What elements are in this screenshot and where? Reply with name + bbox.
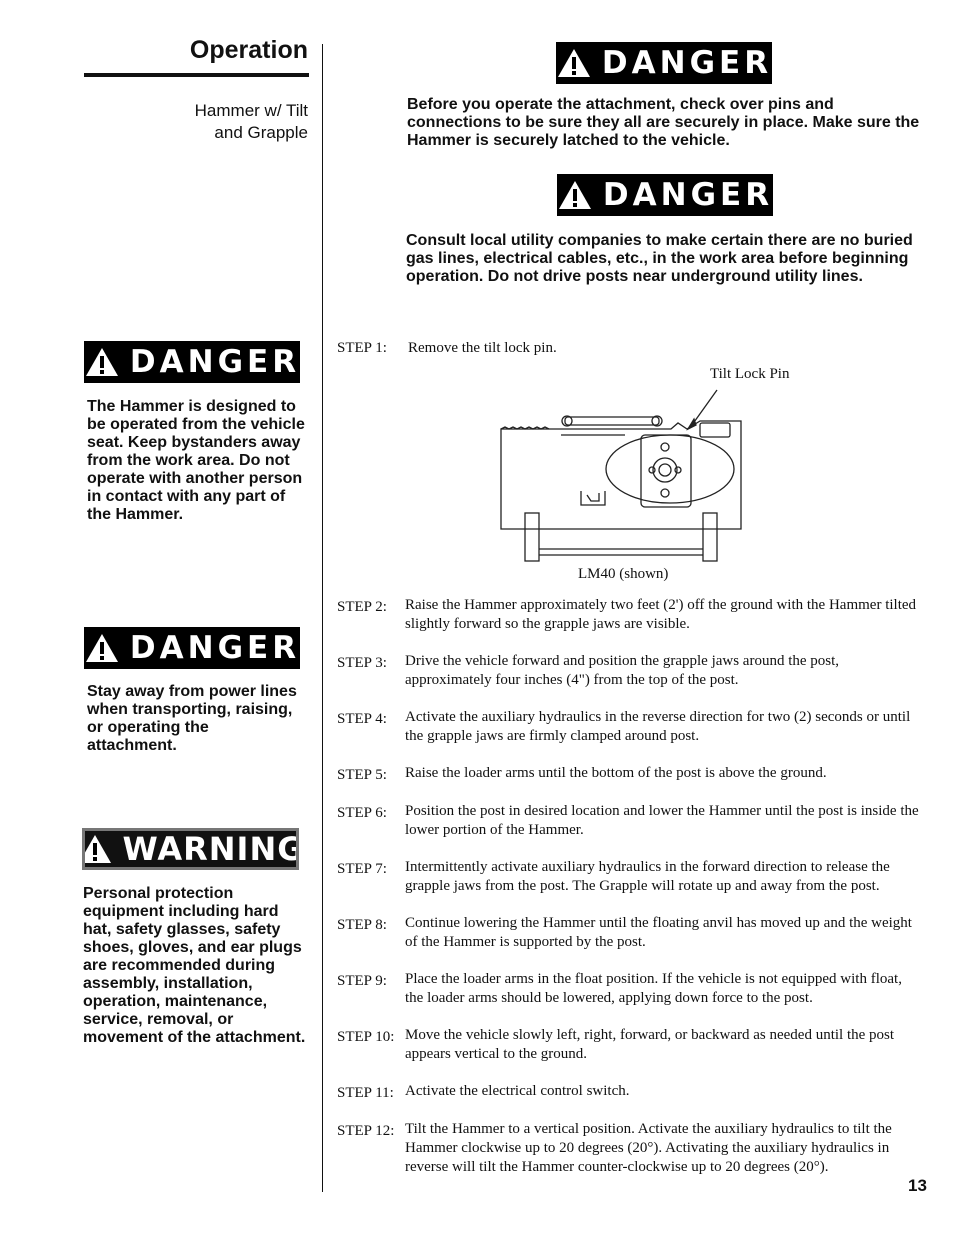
hammer-diagram xyxy=(495,383,750,565)
warning-triangle-icon xyxy=(557,179,593,211)
danger-word: DANGER xyxy=(602,176,774,213)
warning-triangle-icon xyxy=(84,346,120,378)
danger-word: DANGER xyxy=(601,44,773,81)
danger-sign xyxy=(557,174,773,216)
step-text: Raise the Hammer approximately two feet (2') off the ground with the Hammer tilted slightly forward so the grapple jaws are visible. xyxy=(405,597,917,632)
figure-callout: Tilt Lock Pin xyxy=(710,366,790,382)
figure-caption: LM40 (shown) xyxy=(578,566,669,582)
step-label: STEP 9: xyxy=(337,973,387,989)
warning-triangle-icon xyxy=(556,47,592,79)
danger-word: DANGER xyxy=(129,343,301,380)
title-rule xyxy=(84,73,309,77)
page-title: Operation xyxy=(189,36,308,64)
danger-sign xyxy=(84,341,300,383)
step-text: Tilt the Hammer to a vertical position. Activate the auxiliary hydraulics to tilt the Hammer clockwise up to 20 degrees (20°). Activating the auxiliary hydraulics in reverse will tilt the Hammer counter-clockwise up to 20 degrees (20°). xyxy=(405,1121,892,1175)
danger-message: Before you operate the attachment, check over pins and connections to be sure they all are securely in place. Make sure the Hammer is securely latched to the vehicle. xyxy=(407,96,920,149)
warning-triangle-icon xyxy=(84,632,120,664)
warning-message: Personal protection equipment including hard hat, safety glasses, safety shoes, gloves, and ear plugs are recommended during assembly, installation, operation, maintenance, service, removal, or movement of the attachment. xyxy=(83,885,306,1046)
step-text: Move the vehicle slowly left, right, forward, or backward as needed until the post appears vertical to the ground. xyxy=(405,1027,895,1062)
page-number: 13 xyxy=(908,1176,927,1195)
step-label: STEP 11: xyxy=(337,1085,394,1101)
danger-message: Consult local utility companies to make certain there are no buried gas lines, electrical cables, etc., in the work area before beginning operation. Do not drive posts near underground utility lines. xyxy=(406,232,913,285)
step-label: STEP 10: xyxy=(337,1029,395,1045)
step-text: Activate the electrical control switch. xyxy=(405,1083,630,1099)
step-text: Place the loader arms in the float position. If the vehicle is not equipped with float, the loader arms should be lowered, applying down force to the post. xyxy=(405,971,902,1006)
danger-message: The Hammer is designed to be operated from the vehicle seat. Keep bystanders away from the work area. Do not operate with another person in contact with any part of the Hammer. xyxy=(87,398,305,523)
step-text: Position the post in desired location and lower the Hammer until the post is inside the lower portion of the Hammer. xyxy=(405,803,919,838)
step-label: STEP 12: xyxy=(337,1123,395,1139)
warning-triangle-icon xyxy=(77,833,113,865)
page-subtitle: Hammer w/ Tilt and Grapple xyxy=(194,101,308,142)
step-text: Remove the tilt lock pin. xyxy=(408,340,557,356)
step-label: STEP 4: xyxy=(337,711,387,727)
step-label: STEP 2: xyxy=(337,599,387,615)
danger-sign xyxy=(84,627,300,669)
step-text: Activate the auxiliary hydraulics in the reverse direction for two (2) seconds or until the grapple jaws are firmly clamped around post. xyxy=(405,709,911,744)
warning-word: WARNING xyxy=(122,830,305,868)
step-label: STEP 1: xyxy=(337,340,387,356)
column-divider xyxy=(322,44,323,1192)
danger-sign xyxy=(556,42,772,84)
step-text: Drive the vehicle forward and position the grapple jaws around the post, approximately four inches (4") from the top of the post. xyxy=(405,653,840,688)
step-label: STEP 6: xyxy=(337,805,387,821)
step-label: STEP 3: xyxy=(337,655,387,671)
step-label: STEP 8: xyxy=(337,917,387,933)
step-label: STEP 5: xyxy=(337,767,387,783)
danger-word: DANGER xyxy=(129,629,301,666)
step-label: STEP 7: xyxy=(337,861,387,877)
step-text: Raise the loader arms until the bottom of the post is above the ground. xyxy=(405,765,827,781)
step-text: Intermittently activate auxiliary hydraulics in the forward direction to release the grapple jaws from the post. The Grapple will rotate up and away from the post. xyxy=(405,859,890,894)
warning-sign xyxy=(82,828,305,870)
step-text: Continue lowering the Hammer until the floating anvil has moved up and the weight of the Hammer is supported by the post. xyxy=(405,915,912,950)
danger-message: Stay away from power lines when transporting, raising, or operating the attachment. xyxy=(87,683,297,754)
